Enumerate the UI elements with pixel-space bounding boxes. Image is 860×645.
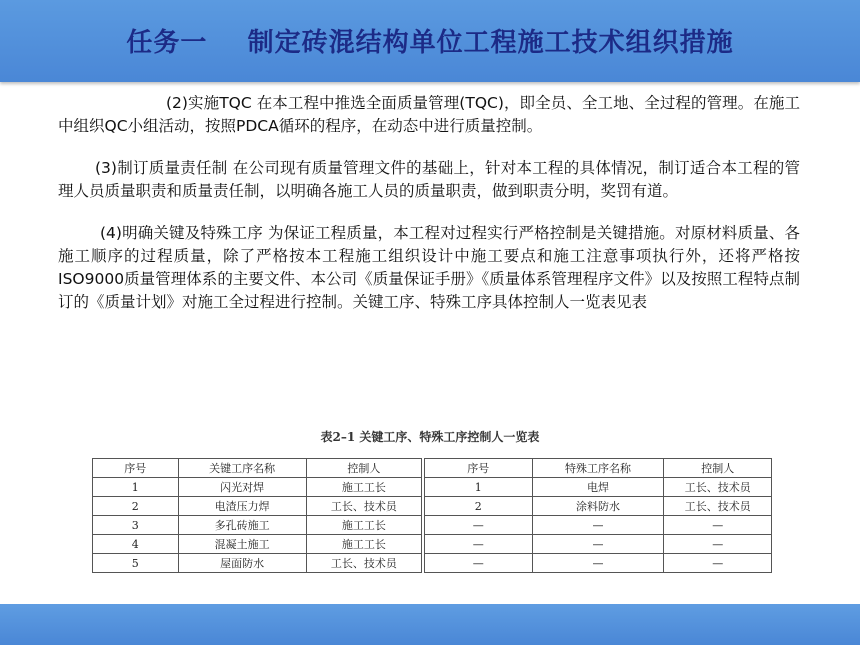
table-row	[425, 535, 772, 554]
table-cell: —	[664, 516, 772, 535]
table-row	[93, 497, 422, 516]
table-cell: —	[532, 516, 664, 535]
table-cell: 施工工长	[306, 478, 421, 497]
table-cell: —	[664, 554, 772, 573]
paragraph-responsibility: (3)制订质量责任制 在公司现有质量管理文件的基础上，针对本工程的具体情况，制订适合本工程的管理人员质量职责和质量责任制，以明确各施工人员的质量职责，做到职责分明，奖罚有道。	[58, 159, 800, 200]
table-cell: 3	[93, 516, 179, 535]
header-cell: 控制人	[306, 459, 421, 478]
control-table	[92, 458, 772, 580]
table-cell: —	[664, 535, 772, 554]
table-cell: 闪光对焊	[178, 478, 306, 497]
paragraph-tqc: (2)实施TQC 在本工程中推选全面质量管理(TQC)，即全员、全工地、全过程的管理。在施工中组织QC小组活动，按照PDCA循环的程序，在动态中进行质量控制。	[58, 94, 800, 135]
table-row	[425, 516, 772, 535]
table-cell: 涂料防水	[532, 497, 664, 516]
table-row	[425, 497, 772, 516]
paragraph-key-processes: (4)明确关键及特殊工序 为保证工程质量，本工程对过程实行严格控制是关键措施。对原材料质量、各施工顺序的过程质量，除了严格按本工程施工组织设计中施工要点和施工注意事项执行外，还将严格按ISO9000质量管理体系的主要文件、本公司《质量保证手册》《质量体系管理程序文件》以及按照工程特点制订的《质量计划》对施工全过程进行控制。关键工序、特殊工序具体控制人一览表见表	[58, 224, 800, 311]
table-header-row	[93, 459, 422, 478]
table-cell: 工长、技术员	[664, 478, 772, 497]
table-cell: 2	[93, 497, 179, 516]
table-cell: 工长、技术员	[306, 554, 421, 573]
table-cell: 1	[425, 478, 533, 497]
header-cell: 关键工序名称	[178, 459, 306, 478]
table-cell: 屋面防水	[178, 554, 306, 573]
table-cell: —	[425, 516, 533, 535]
table-cell: —	[425, 554, 533, 573]
table-row	[425, 554, 772, 573]
table-cell: 5	[93, 554, 179, 573]
body-text	[58, 92, 800, 314]
table-row	[425, 478, 772, 497]
table-cell: 2	[425, 497, 533, 516]
header-cell: 序号	[425, 459, 533, 478]
table-cell: 施工工长	[306, 535, 421, 554]
table-row	[93, 535, 422, 554]
special-process-table	[424, 458, 772, 573]
table-cell: 工长、技术员	[306, 497, 421, 516]
table-cell: 混凝土施工	[178, 535, 306, 554]
table-cell: 工长、技术员	[664, 497, 772, 516]
table-row	[93, 554, 422, 573]
header-cell: 特殊工序名称	[532, 459, 664, 478]
table-row	[93, 516, 422, 535]
table-cell: 4	[93, 535, 179, 554]
key-process-table	[92, 458, 422, 573]
table-cell: 1	[93, 478, 179, 497]
header-cell: 序号	[93, 459, 179, 478]
table-cell: 电焊	[532, 478, 664, 497]
table-cell: —	[532, 535, 664, 554]
table-cell: 施工工长	[306, 516, 421, 535]
header-cell: 控制人	[664, 459, 772, 478]
footer-bar	[0, 604, 860, 645]
table-cell: 多孔砖施工	[178, 516, 306, 535]
slide-title: 任务一 制定砖混结构单位工程施工技术组织措施	[126, 28, 734, 58]
table-row	[93, 478, 422, 497]
table-cell: —	[532, 554, 664, 573]
table-header-row	[425, 459, 772, 478]
table-cell: 电渣压力焊	[178, 497, 306, 516]
table-cell: —	[425, 535, 533, 554]
table-caption: 表2–1 关键工序、特殊工序控制人一览表	[320, 430, 540, 444]
